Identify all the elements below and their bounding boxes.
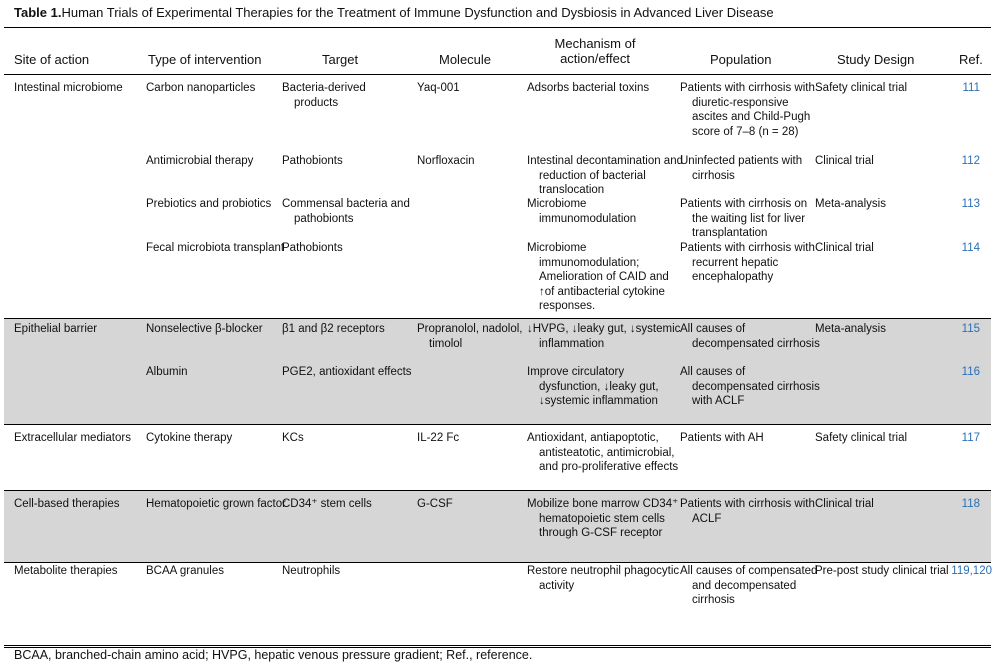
cell-ref-link[interactable]: 112 — [961, 155, 980, 167]
cell-target: Pathobionts — [282, 242, 343, 254]
cell-mechanism: Antioxidant, antiapoptotic, antisteatotic, antimicrobial, and pro-proliferative effects — [527, 432, 679, 473]
group-separator — [4, 424, 991, 425]
cell-target: Commensal bacteria and pathobionts — [282, 198, 410, 225]
cell-type: BCAA granules — [146, 565, 224, 577]
cell-population: Patients with cirrhosis with ACLF — [680, 498, 815, 525]
header-mechanism-line2: action/effect — [560, 51, 630, 66]
cell-type: Fecal microbiota transplant — [146, 242, 285, 254]
header-mechanism — [540, 36, 650, 66]
cell-design: Meta-analysis — [815, 323, 886, 335]
cell-type: Albumin — [146, 366, 188, 378]
cell-ref-link[interactable]: 116 — [961, 366, 980, 378]
cell-target: PGE2, antioxidant effects — [282, 366, 412, 378]
cell-site: Cell-based therapies — [14, 498, 120, 510]
cell-ref-link[interactable]: 119,120 — [951, 565, 992, 577]
cell-design: Safety clinical trial — [815, 82, 908, 94]
header-molecule: Molecule — [439, 52, 492, 67]
cell-mechanism: Adsorbs bacterial toxins — [527, 82, 650, 94]
header-site: Site of action — [14, 52, 90, 67]
cell-target: Neutrophils — [282, 565, 341, 577]
cell-design: Clinical trial — [815, 155, 874, 167]
cell-target: β1 and β2 receptors — [282, 323, 385, 335]
group-separator — [4, 318, 991, 319]
cell-target: CD34⁺ stem cells — [282, 498, 372, 510]
cell-mechanism: Restore neutrophil phagocytic activity — [527, 565, 680, 592]
cell-type: Antimicrobial therapy — [146, 155, 254, 167]
cell-site: Metabolite therapies — [14, 565, 118, 577]
cell-ref-link[interactable]: 113 — [961, 198, 980, 210]
cell-ref-link[interactable]: 111 — [962, 82, 980, 94]
header-type: Type of intervention — [148, 52, 262, 67]
cell-molecule: IL-22 Fc — [417, 432, 460, 444]
cell-type: Nonselective β-blocker — [146, 323, 263, 335]
cell-mechanism: Microbiome immunomodulation; Amelioration of CAID and ↑of antibacterial cytokine responses. — [527, 242, 669, 312]
cell-mechanism: ↓HVPG, ↓leaky gut, ↓systemic inflammation — [527, 323, 681, 350]
top-rule — [4, 27, 991, 28]
cell-type: Prebiotics and probiotics — [146, 198, 272, 210]
header-mechanism-line1: Mechanism of — [554, 36, 636, 51]
cell-molecule: Propranolol, nadolol, timolol — [417, 323, 523, 350]
bottom-rule — [4, 645, 991, 646]
cell-design: Safety clinical trial — [815, 432, 908, 444]
cell-molecule: Yaq-001 — [417, 82, 460, 94]
header-population: Population — [710, 52, 772, 67]
cell-population: Patients with cirrhosis with diuretic-responsive ascites and Child-Pugh score of 7–8 (n = 28) — [680, 82, 815, 138]
cell-mechanism: Improve circulatory dysfunction, ↓leaky gut, ↓systemic inflammation — [527, 366, 659, 407]
table-caption — [14, 5, 774, 21]
cell-site: Extracellular mediators — [14, 432, 131, 444]
group-separator — [4, 490, 991, 491]
table-label: Table 1. — [14, 5, 62, 20]
cell-target: KCs — [282, 432, 304, 444]
header-target: Target — [322, 52, 359, 67]
cell-population: All causes of compensated and decompensated cirrhosis — [680, 565, 818, 606]
cell-ref-link[interactable]: 115 — [961, 323, 980, 335]
cell-site: Intestinal microbiome — [14, 82, 123, 94]
table-footnote: BCAA, branched-chain amino acid; HVPG, hepatic venous pressure gradient; Ref., reference. — [14, 648, 533, 662]
header-design: Study Design — [837, 52, 915, 67]
cell-type: Hematopoietic grown factor — [146, 498, 286, 510]
cell-site: Epithelial barrier — [14, 323, 98, 335]
cell-mechanism: Microbiome immunomodulation — [527, 198, 637, 225]
header-rule — [4, 74, 991, 75]
cell-mechanism: Intestinal decontamination and reduction of bacterial translocation — [527, 155, 683, 196]
cell-type: Carbon nanoparticles — [146, 82, 256, 94]
cell-design: Meta-analysis — [815, 198, 886, 210]
cell-molecule: Norfloxacin — [417, 155, 475, 167]
cell-design: Clinical trial — [815, 498, 874, 510]
cell-ref-link[interactable]: 114 — [961, 242, 980, 254]
cell-population: All causes of decompensated cirrhosis with ACLF — [680, 366, 820, 407]
cell-target: Bacteria-derived products — [282, 82, 366, 109]
cell-design: Pre-post study clinical trial — [815, 565, 949, 577]
cell-population: Uninfected patients with cirrhosis — [680, 155, 803, 182]
cell-ref-link[interactable]: 117 — [961, 432, 980, 444]
header-ref: Ref. — [959, 52, 983, 67]
cell-molecule: G-CSF — [417, 498, 453, 510]
cell-type: Cytokine therapy — [146, 432, 233, 444]
cell-mechanism: Mobilize bone marrow CD34⁺ hematopoietic stem cells through G-CSF receptor — [527, 498, 679, 539]
cell-population: Patients with cirrhosis with recurrent hepatic encephalopathy — [680, 242, 815, 283]
cell-population: Patients with AH — [680, 432, 764, 444]
group-separator — [4, 562, 991, 563]
table-title: Human Trials of Experimental Therapies for the Treatment of Immune Dysfunction and Dysbiosis in Advanced Liver Disease — [61, 5, 774, 20]
cell-population: Patients with cirrhosis on the waiting list for liver transplantation — [680, 198, 808, 239]
cell-design: Clinical trial — [815, 242, 874, 254]
cell-ref-link[interactable]: 118 — [961, 498, 980, 510]
cell-target: Pathobionts — [282, 155, 343, 167]
cell-population: All causes of decompensated cirrhosis — [680, 323, 820, 350]
